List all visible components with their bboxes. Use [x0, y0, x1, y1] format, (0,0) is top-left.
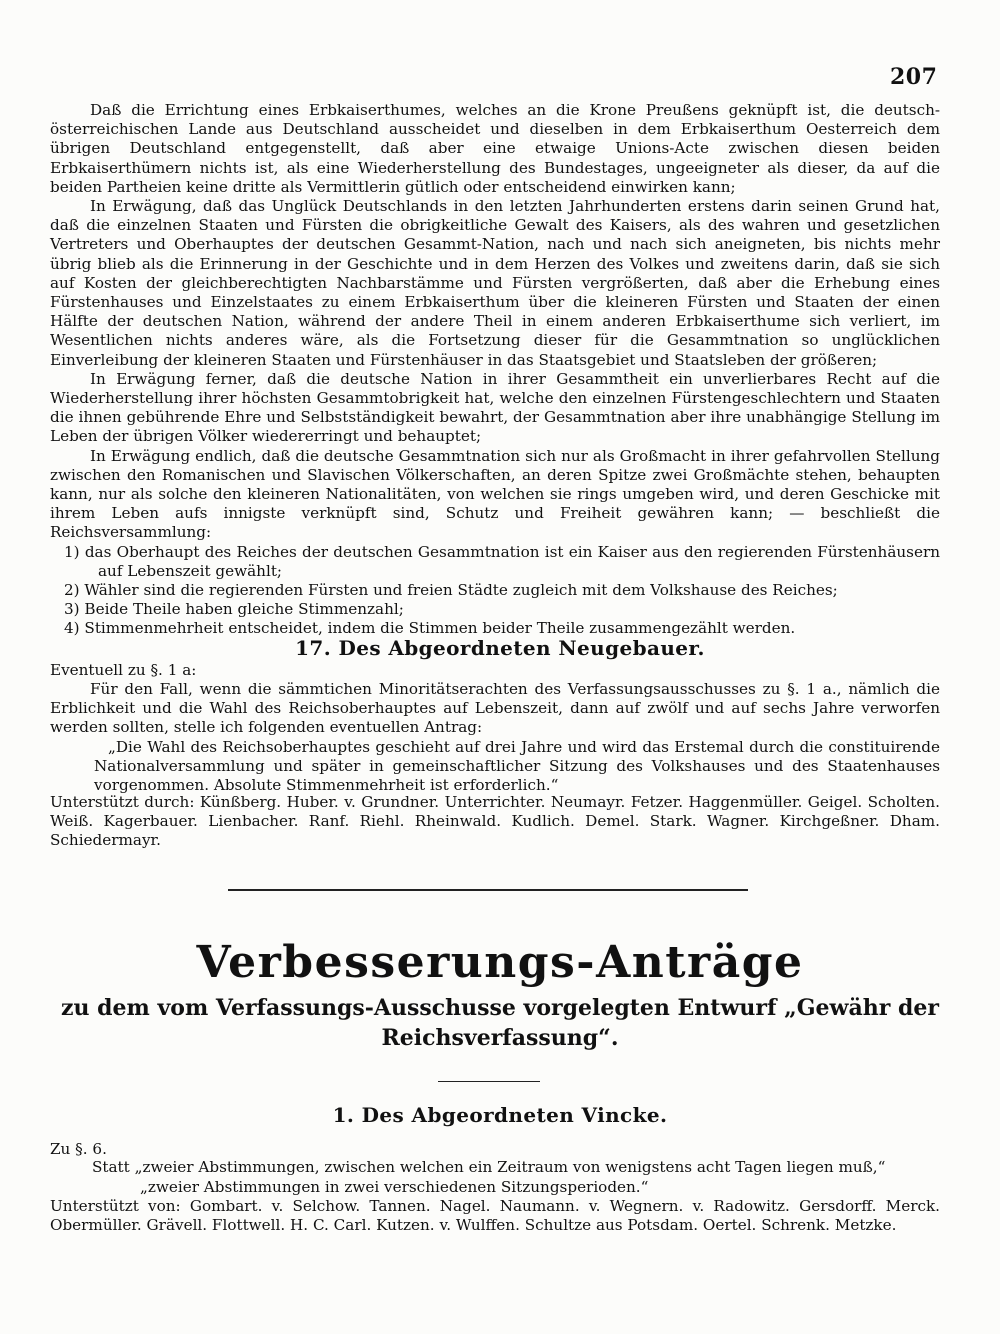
supporters-text: Unterstützt durch: Künßberg. Huber. v. Grundner. Unterrichter. Neumayr. Fetzer. Haggenmüller. Geigel. Scholten. Weiß. Kagerbauer. Lienbacher. Ranf. Riehl. Rheinwald. Kudlich. Demel. Stark. Wagner. Kirchgeßner. Dham. Schiedermayr. — [50, 793, 940, 850]
short-divider-rule — [438, 1081, 540, 1082]
paragraph: Daß die Errichtung eines Erbkaiserthumes, welches an die Krone Preußens geknüpft ist, die deutsch-österreichischen Lande aus Deutschland ausscheidet und dieselben in dem Erbkaiserthum Oesterreich dem übrigen Deutschland entgegenstellt, daß aber eine etwaige Unions-Acte zwischen diesen beiden Erbkaiserthümern nichts ist, als eine Wiederherstellung des Bundestages, ungeeigneter als dieser, da auf die beiden Partheien keine dritte als Vermittlerin gütlich oder entscheidend einwirken kann; — [50, 101, 940, 196]
page-number: 207 — [890, 64, 938, 90]
list-item: 1) das Oberhaupt des Reiches der deutschen Gesammtnation ist ein Kaiser aus den regierenden Fürstenhäusern auf Lebenszeit gewählt; — [64, 542, 940, 580]
amendment-line: Statt „zweier Abstimmungen, zwischen welchen ein Zeitraum von wenigstens acht Tagen liegen muß,“ — [92, 1158, 886, 1176]
paragraph: In Erwägung endlich, daß die deutsche Gesammtnation sich nur als Großmacht in ihrer gefahrvollen Stellung zwischen den Romanischen und Slavischen Völkerschaften, an deren Spitze zwei Großmächte stehen, behaupten kann, nur als solche den kleineren Nationalitäten, von welchen sie rings umgeben wird, und deren Geschicke mit ihrem Leben aufs innigste verknüpft sind, Schutz und Freiheit gewähren kann; — beschließt die Reichsversammlung: — [50, 446, 940, 542]
supporters-vincke — [50, 1197, 940, 1235]
subtitle-line: Reichsverfassung“. — [381, 1025, 619, 1051]
section-heading-neugebauer: 17. Des Abgeordneten Neugebauer. — [295, 636, 705, 660]
paragraph-reference: Zu §. 6. — [50, 1140, 107, 1158]
neugebauer-motion — [50, 680, 940, 795]
list-item: 2) Wähler sind die regierenden Fürsten und freien Städte zugleich mit dem Volkshause des Reiches; — [64, 581, 838, 600]
divider-rule — [228, 889, 748, 891]
amendment-line: „zweier Abstimmungen in zwei verschiedenen Sitzungsperioden.“ — [140, 1177, 649, 1196]
supporters-text: Unterstützt von: Gombart. v. Selchow. Tannen. Nagel. Naumann. v. Wegnern. v. Radowitz. Gersdorff. Merck. Obermüller. Grävell. Flottwell. H. C. Carl. Kutzen. v. Wulffen. Schultze aus Potsdam. Oertel. Schrenk. Metzke. — [50, 1197, 940, 1235]
supporters-neugebauer — [50, 793, 940, 851]
resolution-list — [50, 543, 940, 639]
list-item: 4) Stimmenmehrheit entscheidet, indem die Stimmen beider Theile zusammengezählt werden. — [64, 619, 796, 638]
amendment-text — [92, 1158, 952, 1197]
section-heading-vincke: 1. Des Abgeordneten Vincke. — [332, 1103, 668, 1127]
paragraph: Für den Fall, wenn die sämmtichen Minoritätserachten des Verfassungsausschusses zu §. 1 a., nämlich die Erblichkeit und die Wahl des Reichsoberhauptes auf Lebenszeit, dann auf zwölf und auf sechs Jahre verworfen werden sollten, stelle ich folgenden eventuellen Antrag: — [50, 680, 940, 737]
preamble-section — [50, 101, 940, 639]
page-subtitle — [50, 993, 950, 1053]
subtitle-line: zu dem vom Verfassungs-Ausschusse vorgelegten Entwurf „Gewähr der — [61, 995, 939, 1021]
paragraph: In Erwägung ferner, daß die deutsche Nation in ihrer Gesammtheit ein unverlierbares Recht auf die Wiederherstellung ihrer höchsten Gesammtobrigkeit hat, welche den einzelnen Fürstengeschlechtern und Staaten die ihnen gebührende Ehre und Selbstständigkeit bewahrt, der Gesammtnation aber ihre unabhängige Stellung im Leben der übrigen Völker wiedererringt und behauptet; — [50, 369, 940, 446]
eventuell-label: Eventuell zu §. 1 a: — [50, 661, 197, 679]
list-item: 3) Beide Theile haben gleiche Stimmenzahl; — [64, 600, 404, 619]
page-title: Verbesserungs-Anträge — [196, 937, 804, 988]
motion-quote: „Die Wahl des Reichsoberhauptes geschieht auf drei Jahre und wird das Erstemal durch die constituirende Nationalversammlung und später in gemeinschaftlicher Sitzung des Volkshauses und des Staatenhauses vorgenommen. Absolute Stimmenmehrheit ist erforderlich.“ — [94, 737, 940, 795]
paragraph: In Erwägung, daß das Unglück Deutschlands in den letzten Jahrhunderten erstens darin seinen Grund hat, daß die einzelnen Staaten und Fürsten die obrigkeitliche Gewalt des Kaisers, als des wahren und gesetzlichen Vertreters und Oberhauptes der deutschen Gesammt-Nation, nach und nach sich aneigneten, bis nichts mehr übrig blieb als die Erinnerung in der Geschichte und in dem Herzen des Volkes und zweitens darin, daß sie sich auf Kosten der gleichberechtigten Nachbarstämme und Fürsten vergrößerten, daß aber die Erhebung eines Fürstenhauses und Einzelstaates zu einem Erbkaiserthum über die kleineren Fürsten und Staaten der einen Hälfte der deutschen Nation, während der andere Theil in einem anderen Erbkaiserthume sich verliert, im Wesentlichen nichts anderes wäre, als die Fortsetzung dieser für die Gesammtnation so unglücklichen Einverleibung der kleineren Staaten und Fürstenhäuser in das Staatsgebiet und Staatsleben der größeren; — [50, 197, 940, 369]
